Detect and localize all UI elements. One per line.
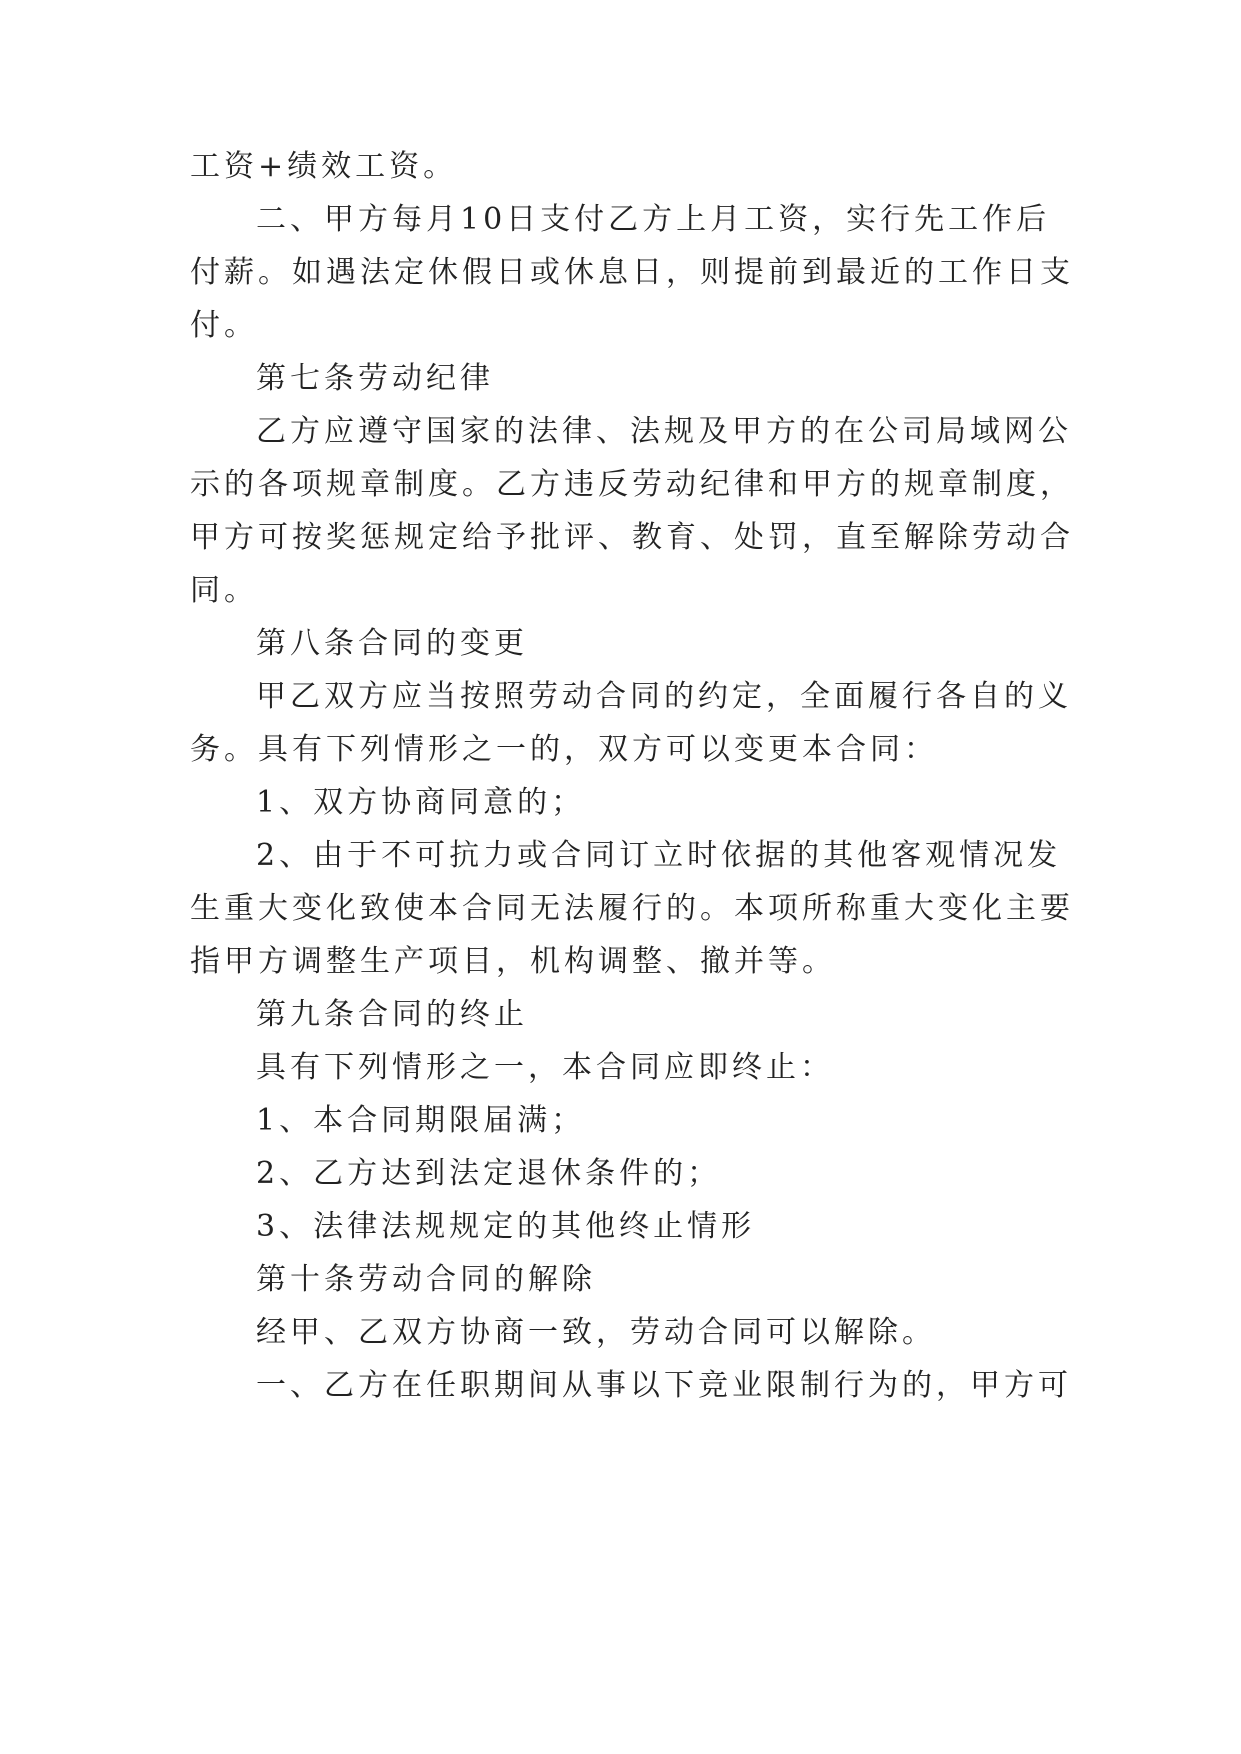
text-line: 经甲、乙双方协商一致，劳动合同可以解除。	[256, 1315, 936, 1350]
text-line: 示的各项规章制度。乙方违反劳动纪律和甲方的规章制度，	[190, 467, 1074, 502]
list-item: 1、本合同期限届满；	[256, 1103, 586, 1138]
text-line: 乙方应遵守国家的法律、法规及甲方的在公司局域网公	[256, 414, 1072, 449]
text-line: 生重大变化致使本合同无法履行的。本项所称重大变化主要	[190, 891, 1074, 926]
text-line: 工资+绩效工资。	[190, 149, 458, 184]
list-item: 3、法律法规规定的其他终止情形	[256, 1209, 756, 1244]
section-heading: 第七条劳动纪律	[256, 361, 494, 396]
text-line: 二、甲方每月10日支付乙方上月工资，实行先工作后	[256, 202, 1051, 237]
text-line: 付。	[190, 308, 258, 343]
text-line: 同。	[190, 573, 258, 608]
list-item: 2、乙方达到法定退休条件的；	[256, 1156, 722, 1191]
text-line: 付薪。如遇法定休假日或休息日，则提前到最近的工作日支	[190, 255, 1074, 290]
section-heading: 第八条合同的变更	[256, 626, 528, 661]
text-line: 具有下列情形之一，本合同应即终止：	[256, 1050, 834, 1085]
text-line: 务。具有下列情形之一的，双方可以变更本合同：	[190, 732, 938, 767]
text-line: 指甲方调整生产项目，机构调整、撤并等。	[190, 944, 836, 979]
section-heading: 第九条合同的终止	[256, 997, 528, 1032]
text-line: 一、乙方在任职期间从事以下竞业限制行为的，甲方可	[256, 1368, 1072, 1403]
text-line: 甲方可按奖惩规定给予批评、教育、处罚，直至解除劳动合	[190, 520, 1074, 555]
list-item: 2、由于不可抗力或合同订立时依据的其他客观情况发	[256, 838, 1062, 873]
text-line: 甲乙双方应当按照劳动合同的约定，全面履行各自的义	[256, 679, 1072, 714]
list-item: 1、双方协商同意的；	[256, 785, 586, 820]
section-heading: 第十条劳动合同的解除	[256, 1262, 596, 1297]
